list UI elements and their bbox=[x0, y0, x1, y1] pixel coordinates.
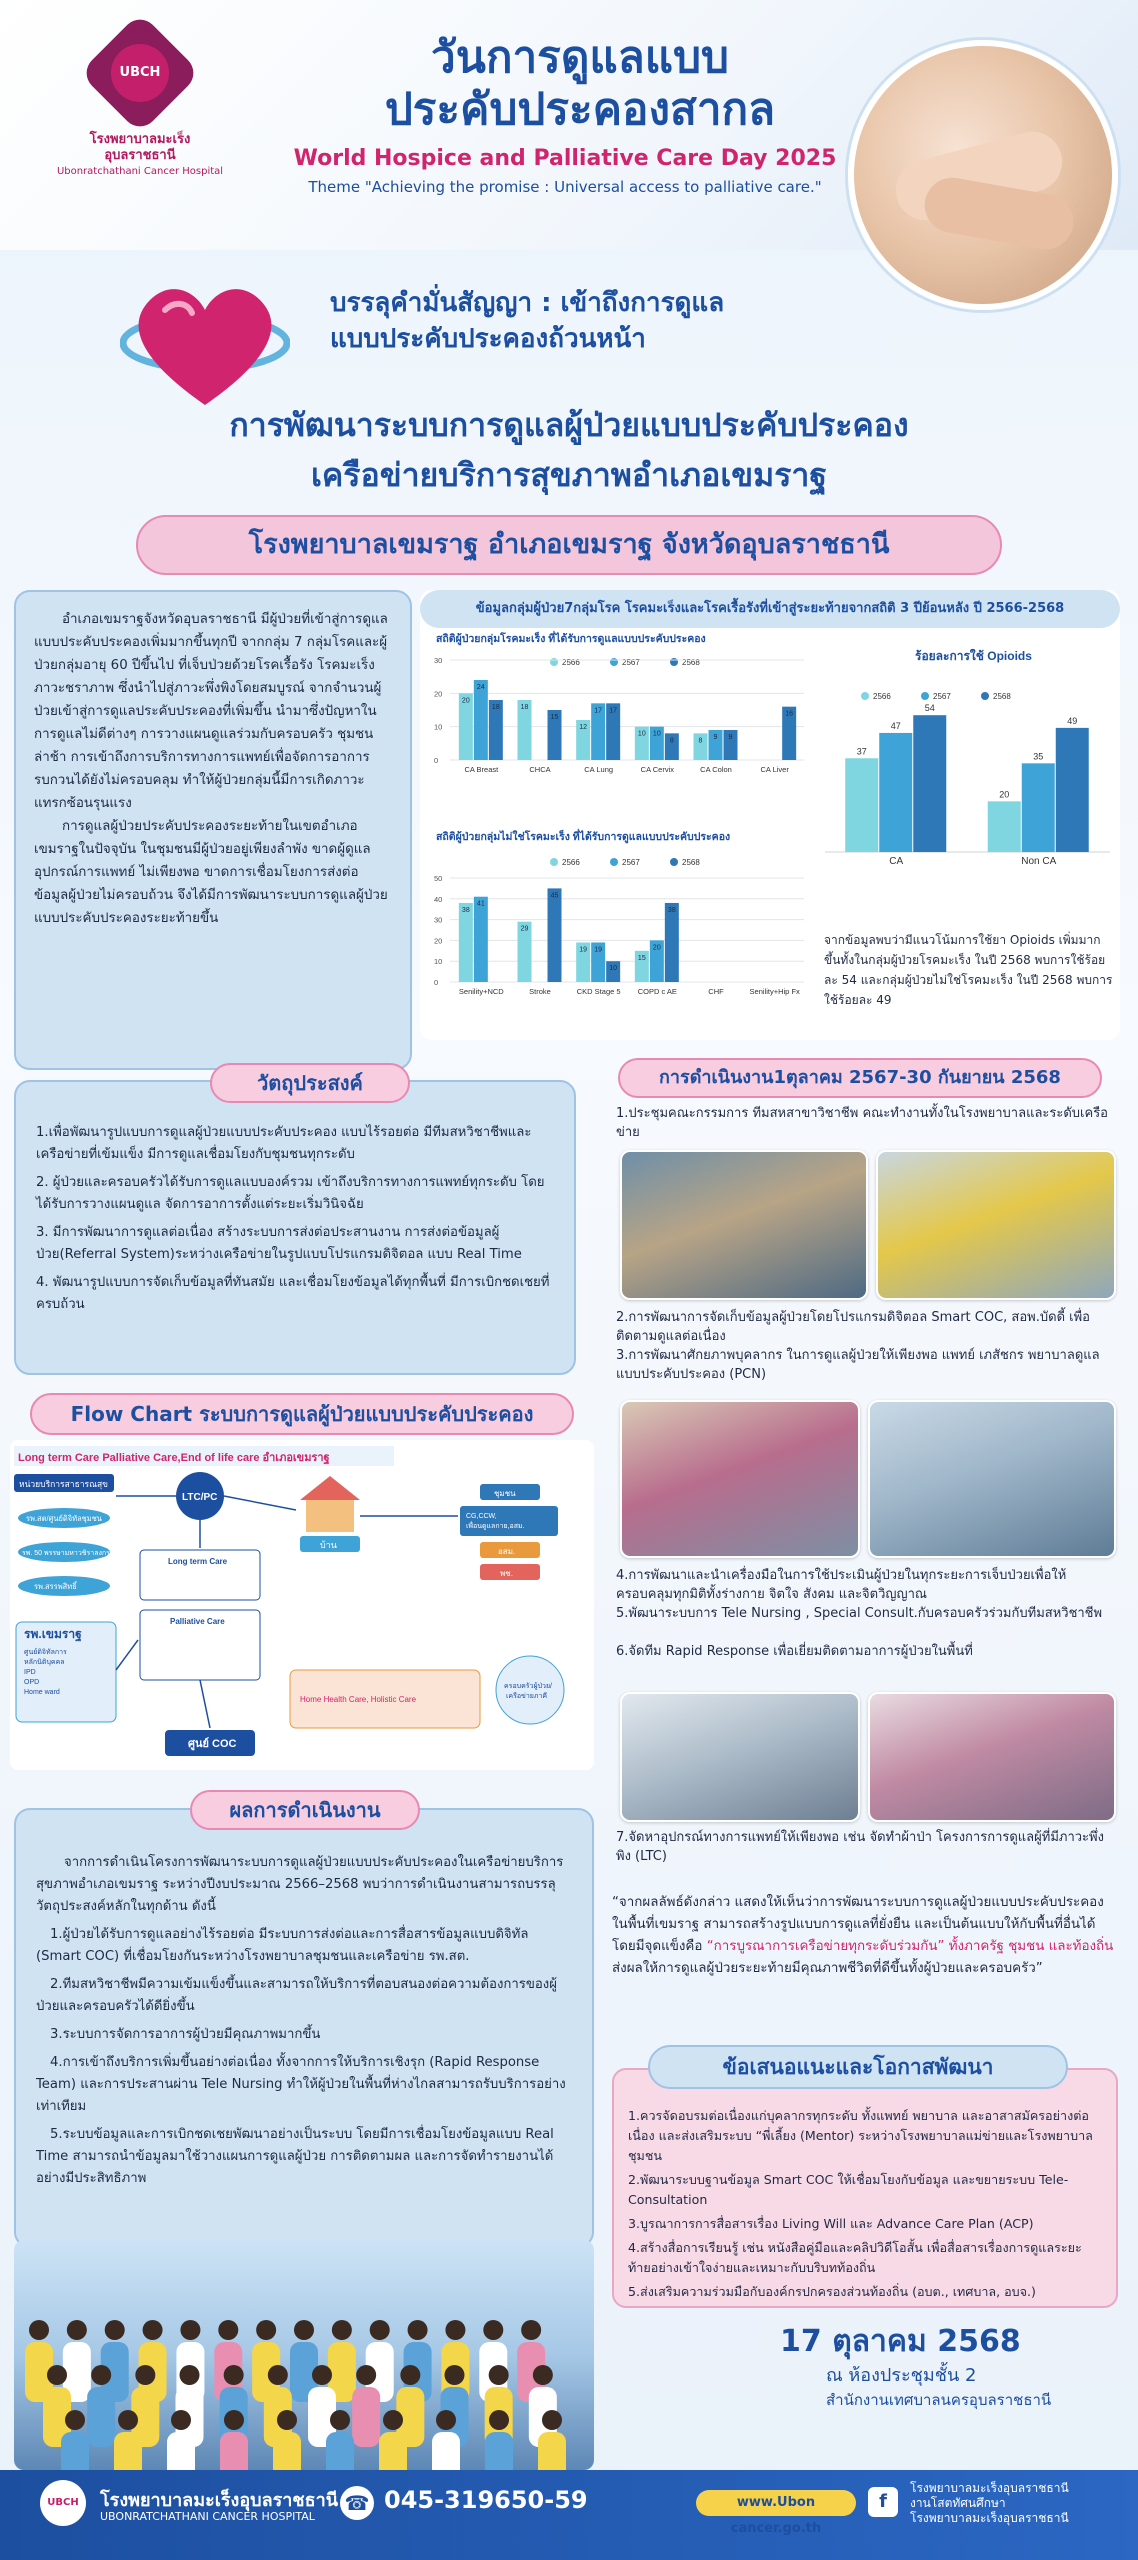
home-icon-body bbox=[306, 1500, 354, 1532]
quote-highlight: “การบูรณาการเครือข่ายทุกระดับร่วมกัน” ทั้งภาครัฐ ชุมชน และท้องถิ่น bbox=[706, 1939, 1114, 1954]
group-person bbox=[61, 2432, 89, 2470]
intro-paragraph-1: อำเภอเขมราฐจังหวัดอุบลราชธานี มีผู้ป่วยที่เข้าสู่การดูแลแบบประคับประคองเพิ่มมากขึ้นทุกปี จากกลุ่ม 7 กลุ่มโรคและผู้ป่วยกลุ่มอายุ 60 ปีขึ้นไป ที่เจ็บป่วยด้วยโรคเรื้อรัง โรคมะเร็ง ภาวะชราภาพ ซึ่งนำไปสู่ภาวะพึ่งพิงโดยสมบูรณ์ จากจำนวนผู้ป่วยเข้าสู่การดูแลประคับประคองที่เพิ่มขึ้น นำมาซึ่งปัญหาในการดูแลไม่ดีต่างๆ การวางแผนดูแลร่วมกับครอบครัว ชุมชนล่าช้า การเข้าถึงการบริการทางการแพทย์เพื่อจัดการอาการรบกวนได้ยังไม่ครอบคลุม ทำให้ผู้ป่วยกลุ่มนี้มีการเกิดภาวะแทรกซ้อนรุนแรง bbox=[34, 612, 388, 811]
group-person-head bbox=[332, 2320, 352, 2340]
main-title bbox=[100, 400, 1038, 500]
group-person-head bbox=[143, 2320, 163, 2340]
page-title-line2: ประคับประคองสากล bbox=[384, 84, 776, 135]
legend-label: 2566 bbox=[562, 658, 580, 667]
chart-bar bbox=[1056, 728, 1089, 852]
statistics-heading: ข้อมูลกลุ่มผู้ป่วย7กลุ่มโรค โรคมะเร็งและโรคเรื้อรังที่เข้าสู่ระยะท้ายจากสถิติ 3 ปีย้อนหลัง ปี 2566-2568 bbox=[420, 590, 1120, 628]
results-intro: จากการดำเนินโครงการพัฒนาระบบการดูแลผู้ป่วยแบบประคับประคองในเครือข่ายบริการสุขภาพอำเภอเขมราฐ ระหว่างปีงบประมาณ 2566–2568 พบว่าการดำเนินงานสามารถบรรลุวัตถุประสงค์หลักในทุกด้าน ดังนี้ bbox=[36, 1855, 564, 1914]
operation-item-1: 1.ประชุมคณะกรรมการ ทีมสหสาขาวิชาชีพ คณะทำงานทั้งในโรงพยาบาลและระดับเครือข่าย bbox=[616, 1106, 1108, 1140]
cg-label: CG,CCW,เพื่อนดูแลกาย,อสม. bbox=[466, 1513, 525, 1530]
y-tick-label: 10 bbox=[434, 957, 443, 967]
theme-text: Theme "Achieving the promise : Universal access to palliative care." bbox=[308, 178, 822, 196]
group-person-head bbox=[489, 2365, 509, 2385]
group-person-head bbox=[171, 2410, 191, 2430]
page-title-line1: วันการดูแลแบบ bbox=[431, 32, 729, 83]
group-person-head bbox=[370, 2320, 390, 2340]
pledge-line2: แบบประคับประคองถ้วนหน้า bbox=[330, 324, 646, 354]
group-person-head bbox=[91, 2365, 111, 2385]
legend-label: 2568 bbox=[682, 858, 700, 867]
data-label: 8 bbox=[669, 737, 674, 745]
x-tick-label: Senility+NCD bbox=[458, 987, 504, 996]
operation-item-7: 7.จัดหาอุปกรณ์ทางการแพทย์ให้เพียงพอ เช่น จัดทำผ้าป่า โครงการการดูแลผู้ที่มีภาวะพึ่งพิง (LTC) bbox=[616, 1830, 1104, 1864]
hospital-banner: โรงพยาบาลเขมราฐ อำเภอเขมราฐ จังหวัดอุบลราชธานี bbox=[136, 515, 1002, 575]
group-person-head bbox=[277, 2410, 297, 2430]
data-label: 9 bbox=[713, 734, 718, 741]
coc-label: ศูนย์ COC bbox=[188, 1738, 237, 1750]
pc-box-label: Palliative Care bbox=[170, 1617, 225, 1626]
legend-swatch bbox=[550, 658, 558, 666]
chart-bar bbox=[665, 903, 679, 982]
suggestion-item: 4.สร้างสื่อการเรียนรู้ เช่น หนังสือคู่มือและคลิปวิดีโอสั้น เพื่อสื่อสารเรื่องการดูแลระยะท้ายอย่างเข้าใจง่ายและเหมาะกับบริบทท้องถิ่น bbox=[628, 2240, 1082, 2275]
event-date: 17 ตุลาคม 2568 bbox=[780, 2324, 1021, 2359]
x-tick-label: CA Lung bbox=[584, 765, 614, 774]
suggestion-item: 5.ส่งเสริมความร่วมมือกับองค์กรปกครองส่วนท้องถิ่น (อบต., เทศบาล, อบจ.) bbox=[628, 2284, 1036, 2299]
operation-item-2: 2.การพัฒนาการจัดเก็บข้อมูลผู้ป่วยโดยโปรแกรมดิจิตอล Smart COC, สอพ.บัดดี้ เพื่อติดตามดูแลต่อเนื่อง bbox=[616, 1310, 1090, 1344]
data-label: 10 bbox=[652, 730, 661, 738]
flowchart-banner: Long term Care Palliative Care,End of life care อำเภอเขมราฐ bbox=[18, 1452, 330, 1464]
footer-facebook-text[interactable] bbox=[910, 2481, 1069, 2526]
data-label: 10 bbox=[637, 730, 646, 738]
main-title-line1: การพัฒนาระบบการดูแลผู้ป่วยแบบประคับประคอง bbox=[229, 406, 909, 444]
y-tick-label: 20 bbox=[434, 689, 443, 699]
group-person bbox=[432, 2432, 460, 2470]
objective-item: 2. ผู้ป่วยและครอบครัวได้รับการดูแลแบบองค์รวม เข้าถึงบริการทางการแพทย์ทุกระดับ โดยได้รับการวางแผนดูแล จัดการอาการตั้งแต่ระยะเริ่มวินิจฉัย bbox=[36, 1175, 545, 1212]
legend-swatch bbox=[610, 858, 618, 866]
group-person-head bbox=[356, 2365, 376, 2385]
group-person bbox=[167, 2432, 195, 2470]
footer-website[interactable]: www.Ubon cancer.go.th bbox=[696, 2490, 856, 2516]
logo-mark bbox=[79, 12, 201, 134]
home-care-label: Home Health Care, Holistic Care bbox=[300, 1695, 417, 1704]
group-person-head bbox=[118, 2410, 138, 2430]
logo-hospital-name-en: Ubonratchathani Cancer Hospital bbox=[56, 166, 224, 177]
cg-box bbox=[460, 1506, 558, 1536]
home-visit-photo-1 bbox=[620, 1692, 860, 1822]
fb-line-3: โรงพยาบาลมะเร็งอุบลราชธานี bbox=[910, 2511, 1069, 2525]
service-unit-label: หน่วยบริการสาธารณสุข bbox=[19, 1479, 108, 1489]
legend-swatch bbox=[550, 858, 558, 866]
group-person-head bbox=[445, 2365, 465, 2385]
group-person bbox=[87, 2387, 115, 2447]
group-person-head bbox=[312, 2365, 332, 2385]
chart-bar bbox=[988, 801, 1021, 852]
group-photo bbox=[14, 2240, 594, 2470]
data-label: 18 bbox=[520, 704, 529, 711]
data-label: 19 bbox=[594, 946, 603, 954]
group-person bbox=[326, 2432, 354, 2470]
x-tick-label: CHCA bbox=[529, 765, 551, 774]
y-tick-label: 50 bbox=[434, 874, 443, 883]
footer-hospital-name-en: UBONRATCHATHANI CANCER HOSPITAL bbox=[100, 2510, 315, 2523]
hospital-kmr-sub: ศูนย์ดิจิทัลการหลักนิติบุคคล IPD OPD Home ward bbox=[24, 1649, 67, 1696]
hospital-logo bbox=[40, 30, 240, 177]
legend-swatch bbox=[861, 692, 869, 700]
group-person-head bbox=[67, 2320, 87, 2340]
data-label: 54 bbox=[924, 703, 935, 714]
home-label: บ้าน bbox=[320, 1540, 337, 1550]
group-person bbox=[538, 2432, 566, 2470]
quote-part-2: ส่งผลให้การดูแลผู้ป่วยระยะท้ายมีคุณภาพชีวิตที่ดีขึ้นทั้งผู้ป่วยและครอบครัว” bbox=[612, 1961, 1043, 1976]
x-tick-label: CHF bbox=[708, 987, 724, 996]
x-tick-label: CA Breast bbox=[464, 765, 499, 774]
group-person-head bbox=[29, 2320, 49, 2340]
results-title: ผลการดำเนินงาน bbox=[190, 1790, 420, 1830]
data-label: 20 bbox=[652, 944, 661, 952]
group-person-head bbox=[533, 2365, 553, 2385]
data-label: 47 bbox=[890, 720, 901, 731]
family-label: ครอบครัวผู้ป่วย/เครือข่ายภาคี bbox=[504, 1683, 552, 1700]
chart-bar bbox=[1022, 763, 1055, 852]
meeting-photo-2 bbox=[876, 1150, 1116, 1300]
data-label: 17 bbox=[594, 707, 603, 715]
data-label: 17 bbox=[609, 707, 618, 715]
operations-title: การดำเนินงาน1ตุลาคม 2567-30 กันยายน 2568 bbox=[618, 1058, 1102, 1098]
group-photo-figures bbox=[14, 2240, 594, 2470]
results-item: 1.ผู้ป่วยได้รับการดูแลอย่างไร้รอยต่อ มีระบบการส่งต่อและการสื่อสารข้อมูลแบบดิจิทัล (Smart COC) ที่เชื่อมโยงกันระหว่างโรงพยาบาลชุมชนและเครือข่าย รพ.สต. bbox=[36, 1927, 529, 1964]
x-tick-label: COPD c AE bbox=[637, 987, 677, 996]
results-item: 5.ระบบข้อมูลและการเบิกชดเชยพัฒนาอย่างเป็นระบบ โดยมีการเชื่อมโยงข้อมูลแบบ Real Time สามารถนำข้อมูลมาใช้วางแผนการดูแลผู้ป่วย การติดตามผล และการจัดทำรายงานได้อย่างมีประสิทธิภาพ bbox=[36, 2127, 554, 2186]
objective-item: 4. พัฒนารูปแบบการจัดเก็บข้อมูลที่ทันสมัย และเชื่อมโยงข้อมูลได้ทุกพื้นที่ มีการเบิกชดเชยที่ครบถ้วน bbox=[36, 1275, 550, 1312]
data-label: 37 bbox=[856, 746, 867, 757]
fb-line-2: งานโสตทัศนศึกษา bbox=[910, 2496, 1006, 2510]
group-person-head bbox=[224, 2410, 244, 2430]
training-photo-2 bbox=[868, 1400, 1116, 1558]
data-label: 19 bbox=[579, 946, 588, 954]
conclusion-quote bbox=[612, 1892, 1118, 1980]
chart-bar bbox=[548, 888, 562, 982]
footer-phone[interactable]: 045-319650-59 bbox=[384, 2486, 588, 2514]
data-label: 12 bbox=[579, 724, 588, 731]
ltc-pc-label: LTC/PC bbox=[182, 1492, 218, 1503]
fb-line-1: โรงพยาบาลมะเร็งอุบลราชธานี bbox=[910, 2481, 1069, 2495]
x-tick-label: CKD Stage 5 bbox=[576, 987, 621, 996]
group-person-head bbox=[521, 2320, 541, 2340]
flow-node-rphc-label: รพ.สรรพสิทธิ์ bbox=[34, 1582, 77, 1591]
data-label: 15 bbox=[550, 714, 559, 721]
data-label: 15 bbox=[637, 954, 646, 962]
y-tick-label: 20 bbox=[434, 936, 443, 946]
legend-swatch bbox=[981, 692, 989, 700]
results-item: 2.ทีมสหวิชาชีพมีความเข้มแข็งขึ้นและสามารถให้บริการที่ตอบสนองต่อความต้องการของผู้ป่วยและครอบครัวได้ดียิ่งขึ้น bbox=[36, 1977, 557, 2014]
intro-paragraph-2: การดูแลผู้ป่วยประคับประคองระยะท้ายในเขตอำเภอเขมราฐในปัจจุบัน ในชุมชนมีผู้ป่วยอยู่เพียงลำพัง ขาดผู้ดูแล อุปกรณ์การแพทย์ ไม่เพียงพอ ขาดการเชื่อมโยงการส่งต่อข้อมูลผู้ป่วยไม่ครอบถ้วน จึงได้มีการพัฒนาระบบการดูแลผู้ป่วยแบบประคับประคองระยะท้ายขึ้น bbox=[34, 819, 388, 926]
x-tick-label: CA Cervix bbox=[640, 765, 675, 774]
objectives-title: วัตถุประสงค์ bbox=[210, 1063, 410, 1103]
x-tick-label: Stroke bbox=[529, 987, 551, 996]
group-person-head bbox=[383, 2410, 403, 2430]
operation-item-3: 3.การพัฒนาศักยภาพบุคลากร ในการดูแลผู้ป่วยให้เพียงพอ แพทย์ เภสัชกร พยาบาลดูแลแบบประคับประคอง (PCN) bbox=[616, 1348, 1100, 1382]
group-person-head bbox=[400, 2365, 420, 2385]
event-venue-place: สำนักงานเทศบาลนครอุบลราชธานี bbox=[826, 2391, 1052, 2409]
group-person bbox=[485, 2432, 513, 2470]
results-panel bbox=[14, 1808, 594, 2248]
x-tick-label: CA bbox=[889, 856, 904, 867]
flow-arrow bbox=[224, 1496, 296, 1510]
y-tick-label: 0 bbox=[434, 978, 439, 987]
group-person-head bbox=[483, 2320, 503, 2340]
chart-bar bbox=[474, 897, 488, 982]
group-person-head bbox=[135, 2365, 155, 2385]
intro-panel bbox=[14, 590, 412, 1070]
group-person-head bbox=[180, 2320, 200, 2340]
x-tick-label: CA Liver bbox=[760, 765, 789, 774]
event-venue-room: ณ ห้องประชุมชั้น 2 bbox=[826, 2365, 977, 2386]
results-item: 3.ระบบการจัดการอาการผู้ป่วยมีคุณภาพมากขึ้น bbox=[50, 2027, 321, 2042]
chart-title: สถิติผู้ป่วยกลุ่มไม่ใช่โรคมะเร็ง ที่ได้รับการดูแลแบบประคับประคอง bbox=[436, 831, 731, 843]
group-person-head bbox=[47, 2365, 67, 2385]
y-tick-label: 30 bbox=[434, 656, 443, 665]
suggestion-item: 1.ควรจัดอบรมต่อเนื่องแก่บุคลากรทุกระดับ ทั้งแพทย์ พยาบาล และอาสาสมัครอย่างต่อเนื่อง และส่งเสริมระบบ “พี่เลี้ยง (Mentor) ระหว่างโรงพยาบาลแม่ข่ายและโรงพยาบาลชุมชน bbox=[628, 2108, 1093, 2163]
footer-logo: UBCH bbox=[40, 2480, 86, 2526]
group-person-head bbox=[180, 2365, 200, 2385]
group-person-head bbox=[408, 2320, 428, 2340]
community-label: ชุมชน bbox=[494, 1489, 516, 1498]
chart-bar bbox=[879, 733, 912, 852]
group-person-head bbox=[218, 2320, 238, 2340]
heart-icon bbox=[120, 265, 290, 415]
operation-item-4: 4.การพัฒนาและนำเครื่องมือในการใช้ประเมินผู้ป่วยในทุกระยะการเจ็บป่วยเพื่อให้ครอบคลุมทุกมิติทั้งร่างกาย จิตใจ สังคม และจิตวิญญาณ bbox=[616, 1568, 1067, 1602]
data-label: 24 bbox=[476, 684, 485, 691]
operation-item-6: 6.จัดทีม Rapid Response เพื่อเยี่ยมติดตามอาการผู้ป่วยในพื้นที่ bbox=[616, 1644, 973, 1659]
legend-swatch bbox=[921, 692, 929, 700]
meeting-photo-1 bbox=[620, 1150, 868, 1300]
group-person bbox=[273, 2432, 301, 2470]
operations-panel bbox=[600, 1090, 1126, 1870]
flow-node-rphupper-label: รพ.สต/ศูนย์ดิจิทัลชุมชน bbox=[26, 1514, 102, 1523]
data-label: 29 bbox=[520, 925, 529, 933]
data-label: 16 bbox=[785, 710, 794, 718]
data-label: 8 bbox=[698, 737, 703, 745]
data-label: 20 bbox=[999, 789, 1010, 800]
hands-photo bbox=[848, 40, 1118, 310]
operation-item-5: 5.พัฒนาระบบการ Tele Nursing , Special Consult.กับครอบครัวร่วมกับทีมสหวิชาชีพ bbox=[616, 1606, 1103, 1621]
legend-label: 2567 bbox=[622, 858, 640, 867]
x-tick-label: Senility+Hip Fx bbox=[749, 987, 800, 996]
logo-hospital-name: โรงพยาบาลมะเร็ง อุบลราชธานี bbox=[89, 132, 191, 163]
data-label: 41 bbox=[476, 900, 485, 908]
flow-node-rph50-label: รพ. 50 พรรษามหาวชิราลงกรณ bbox=[22, 1550, 117, 1557]
objective-item: 1.เพื่อพัฒนารูปแบบการดูแลผู้ป่วยแบบประคับประคอง แบบไร้รอยต่อ มีทีมสหวิชาชีพและเครือข่ายที่เข้มแข็ง มีการดูแลเชื่อมโยงกับชุมชนทุกระดับ bbox=[36, 1125, 532, 1162]
x-tick-label: CA Colon bbox=[700, 765, 732, 774]
group-person-head bbox=[542, 2410, 562, 2430]
data-label: 18 bbox=[491, 704, 500, 711]
data-label: 38 bbox=[461, 906, 470, 914]
legend-label: 2567 bbox=[622, 658, 640, 667]
y-tick-label: 30 bbox=[434, 915, 443, 925]
group-person-head bbox=[436, 2410, 456, 2430]
legend-swatch bbox=[670, 858, 678, 866]
flowchart bbox=[10, 1440, 594, 1770]
flow-arrow bbox=[116, 1640, 138, 1670]
page-title bbox=[300, 32, 860, 136]
group-person-head bbox=[294, 2320, 314, 2340]
y-tick-label: 40 bbox=[434, 894, 443, 904]
chart-bar bbox=[474, 680, 488, 760]
legend-label: 2566 bbox=[562, 858, 580, 867]
data-label: 9 bbox=[728, 734, 733, 741]
data-label: 35 bbox=[1033, 751, 1044, 762]
legend-swatch bbox=[610, 658, 618, 666]
opioid-note: จากข้อมูลพบว่ามีแนวโน้มการใช้ยา Opioids เพิ่มมากขึ้นทั้งในกลุ่มผู้ป่วยโรคมะเร็ง ในปี 2568 พบการใช้ร้อยละ 54 และกลุ่มผู้ป่วยไม่ใช่โรคมะเร็ง ในปี 2568 พบการใช้ร้อยละ 49 bbox=[824, 933, 1113, 1007]
group-person bbox=[352, 2387, 380, 2447]
group-person bbox=[379, 2432, 407, 2470]
suggestion-item: 3.บูรณาการการสื่อสารเรื่อง Living Will และ Advance Care Plan (ACP) bbox=[628, 2216, 1034, 2231]
home-visit-photo-2 bbox=[868, 1692, 1116, 1822]
quote-part-1: “จากผลลัพธ์ดังกล่าว แสดงให้เห็นว่าการพัฒนาระบบการดูแลผู้ป่วยแบบประคับประคองในพื้นที่เขมราฐ สามารถสร้างรูปแบบการดูแลที่ยั่งยืน และเป็นต้นแบบให้กับพื้นที่อื่นได้ โดยมีจุดแข็งคือ bbox=[612, 1895, 1104, 1954]
osm-label: อสม. bbox=[498, 1547, 516, 1556]
main-title-line2: เครือข่ายบริการสุขภาพอำเภอเขมราฐ bbox=[310, 456, 828, 494]
group-person-head bbox=[256, 2320, 276, 2340]
group-person-head bbox=[330, 2410, 350, 2430]
group-person-head bbox=[445, 2320, 465, 2340]
flowchart-title: Flow Chart ระบบการดูแลผู้ป่วยแบบประคับประคอง bbox=[30, 1393, 574, 1435]
chart-bar bbox=[913, 715, 946, 852]
legend-label: 2568 bbox=[993, 692, 1011, 701]
chart-title: สถิติผู้ป่วยกลุ่มโรคมะเร็ง ที่ได้รับการดูแลแบบประคับประคอง bbox=[436, 633, 706, 645]
legend-label: 2568 bbox=[682, 658, 700, 667]
legend-label: 2567 bbox=[933, 692, 951, 701]
logo-text: UBCH bbox=[111, 44, 169, 102]
suggestions-title: ข้อเสนอแนะและโอกาสพัฒนา bbox=[648, 2045, 1068, 2089]
ltc-box-label: Long term Care bbox=[168, 1557, 228, 1566]
group-person bbox=[114, 2432, 142, 2470]
flow-arrow bbox=[200, 1680, 210, 1728]
group-person bbox=[220, 2432, 248, 2470]
suggestion-item: 2.พัฒนาระบบฐานข้อมูล Smart COC ให้เชื่อมโยงกับข้อมูล และขยายระบบ Tele-Consultation bbox=[628, 2172, 1069, 2207]
group-person-head bbox=[489, 2410, 509, 2430]
objective-item: 3. มีการพัฒนาการดูแลต่อเนื่อง สร้างระบบการส่งต่อประสานงาน การส่งต่อข้อมูลผู้ป่วย(Referral System)ระหว่างเครือข่ายในรูปแบบโปรแกรมดิจิตอล แบบ Real Time bbox=[36, 1225, 522, 1262]
x-tick-label: Non CA bbox=[1021, 856, 1057, 867]
group-person-head bbox=[224, 2365, 244, 2385]
chart-bar bbox=[459, 903, 473, 982]
facebook-icon[interactable]: f bbox=[868, 2487, 898, 2517]
data-label: 49 bbox=[1067, 715, 1078, 726]
data-label: 38 bbox=[667, 906, 676, 914]
y-tick-label: 10 bbox=[434, 722, 443, 732]
pledge-text bbox=[330, 285, 890, 357]
phone-icon: ☎ bbox=[340, 2486, 374, 2520]
chart-title: ร้อยละการใช้ Opioids bbox=[915, 649, 1032, 663]
data-label: 20 bbox=[461, 697, 470, 705]
footer-hospital-name: โรงพยาบาลมะเร็งอุบลราชธานี bbox=[100, 2490, 339, 2511]
y-tick-label: 0 bbox=[434, 756, 439, 765]
family-node bbox=[496, 1656, 564, 1724]
home-icon bbox=[300, 1476, 360, 1500]
flowchart-diagram bbox=[10, 1440, 594, 1770]
results-item: 4.การเข้าถึงบริการเพิ่มขึ้นอย่างต่อเนื่อง ทั้งจากการให้บริการเชิงรุก (Rapid Response Team) และการประสานผ่าน Tele Nursing ทำให้ผู้ป่วยในพื้นที่ห่างไกลสามารถรับบริการอย่างเท่าเทียม bbox=[36, 2055, 566, 2114]
pledge-line1: บรรลุคำมั่นสัญญา : เข้าถึงการดูแล bbox=[330, 288, 725, 318]
group-person-head bbox=[105, 2320, 125, 2340]
legend-label: 2566 bbox=[873, 692, 891, 701]
chart-bar bbox=[845, 758, 878, 852]
pcu-label: พช. bbox=[500, 1569, 513, 1578]
group-person-head bbox=[65, 2410, 85, 2430]
training-photo-1 bbox=[620, 1400, 860, 1558]
page-title-en: World Hospice and Palliative Care Day 2025 bbox=[293, 146, 837, 171]
group-person-head bbox=[268, 2365, 288, 2385]
suggestions-panel bbox=[612, 2068, 1118, 2308]
data-label: 10 bbox=[609, 965, 618, 973]
legend-swatch bbox=[670, 658, 678, 666]
objectives-panel bbox=[14, 1080, 576, 1375]
data-label: 45 bbox=[550, 892, 559, 900]
hospital-kmr-label: รพ.เขมราฐ bbox=[24, 1627, 82, 1641]
